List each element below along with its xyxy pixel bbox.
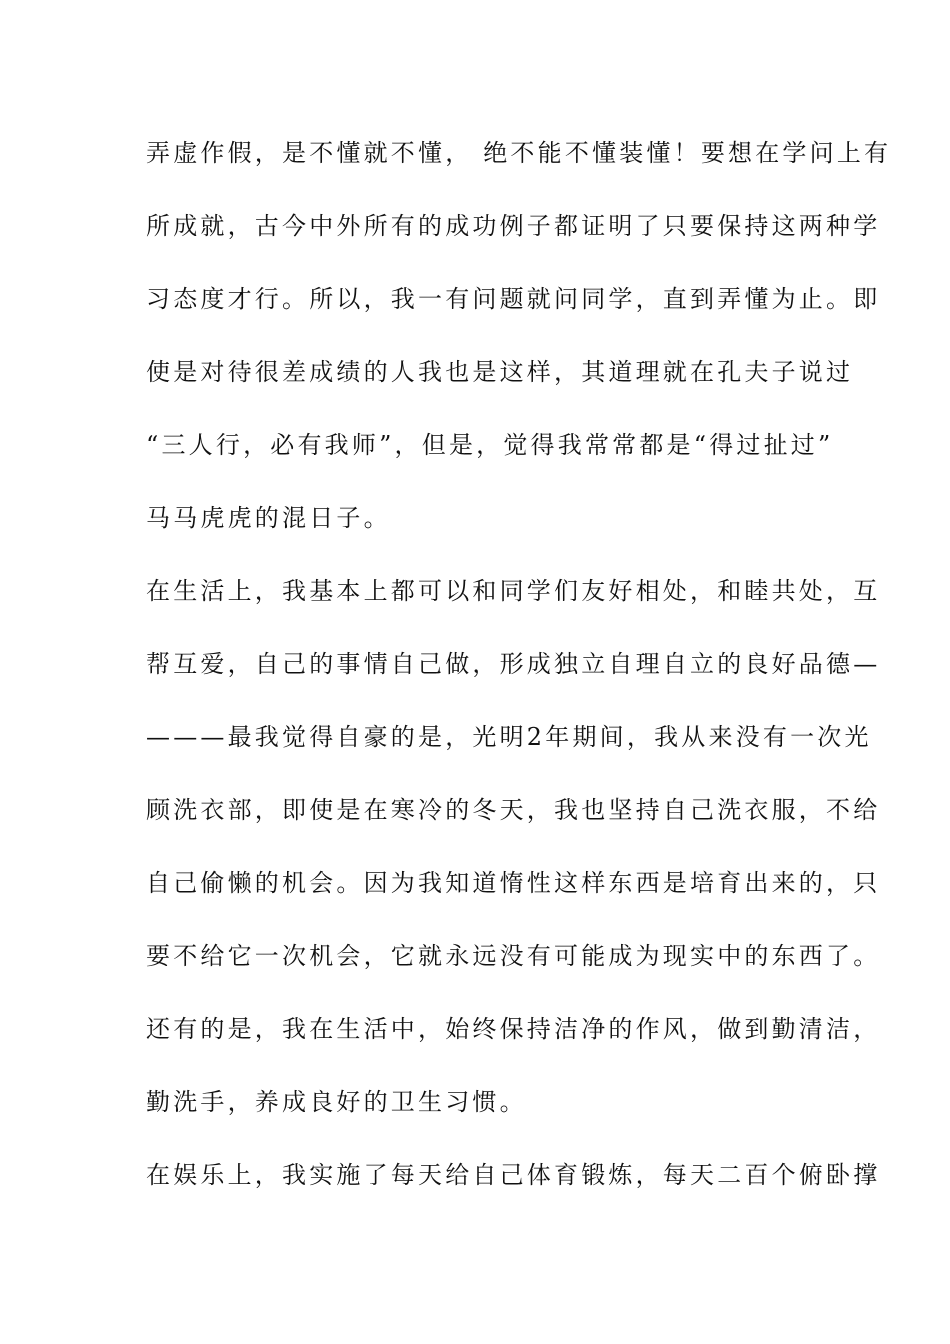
text-line: 要不给它一次机会，它就永远没有可能成为现实中的东西了。 bbox=[146, 942, 881, 970]
text-line: 弄虚作假，是不懂就不懂， 绝不能不懂装懂！要想在学问上有 bbox=[146, 139, 892, 167]
text-line: 在娱乐上，我实施了每天给自己体育锻炼，每天二百个俯卧撑 bbox=[146, 1161, 881, 1189]
text-line: 马马虎虎的混日子。 bbox=[146, 504, 391, 532]
text-line: 习态度才行。所以，我一有问题就问同学，直到弄懂为止。即 bbox=[146, 285, 881, 313]
text-line: 自己偷懒的机会。因为我知道惰性这样东西是培育出来的，只 bbox=[146, 869, 881, 897]
text-line: 还有的是，我在生活中，始终保持洁净的作风，做到勤清洁， bbox=[146, 1015, 881, 1043]
text-line: ———最我觉得自豪的是，光明2年期间，我从来没有一次光 bbox=[146, 723, 872, 751]
text-line: “三人行，必有我师”，但是，觉得我常常都是“得过扯过” bbox=[146, 431, 834, 459]
text-line: 帮互爱，自己的事情自己做，形成独立自理自立的良好品德— bbox=[146, 650, 881, 678]
text-line: 所成就，古今中外所有的成功例子都证明了只要保持这两种学 bbox=[146, 212, 881, 240]
text-line: 在生活上，我基本上都可以和同学们友好相处，和睦共处，互 bbox=[146, 577, 881, 605]
text-line: 使是对待很差成绩的人我也是这样，其道理就在孔夫子说过 bbox=[146, 358, 854, 386]
text-line: 顾洗衣部，即使是在寒冷的冬天，我也坚持自己洗衣服，不给 bbox=[146, 796, 881, 824]
text-line: 勤洗手，养成良好的卫生习惯。 bbox=[146, 1088, 527, 1116]
